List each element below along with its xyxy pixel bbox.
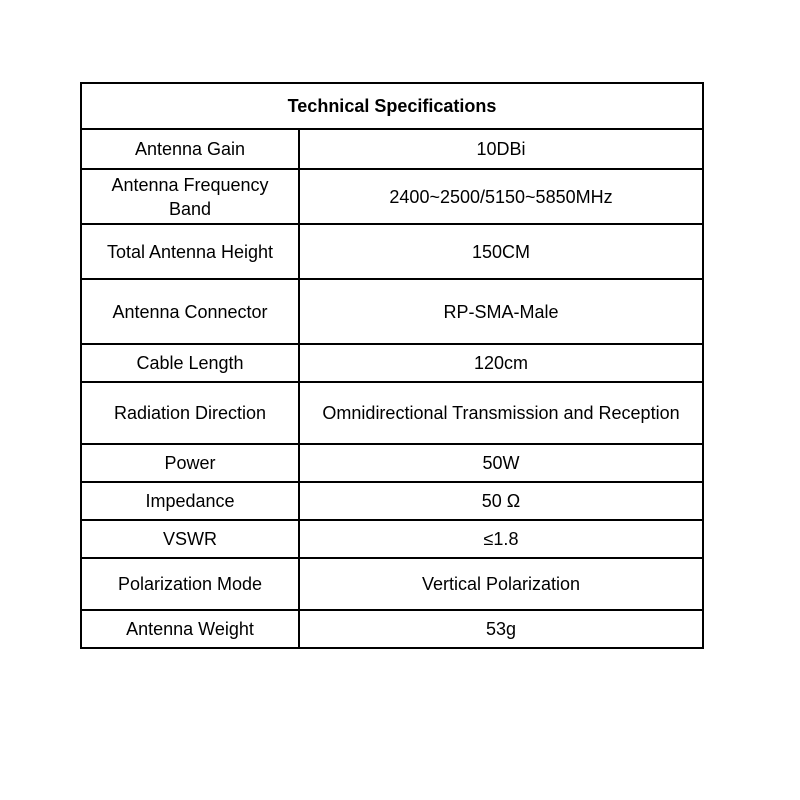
row-value: ≤1.8: [299, 520, 703, 558]
row-value: Vertical Polarization: [299, 558, 703, 610]
row-label: Antenna Connector: [81, 279, 299, 344]
table-header-row: [81, 83, 703, 129]
table-title: Technical Specifications: [81, 83, 703, 129]
row-value: 10DBi: [299, 129, 703, 169]
row-label: Cable Length: [81, 344, 299, 382]
table-row: [81, 610, 703, 648]
table-row: [81, 169, 703, 224]
row-value: 2400~2500/5150~5850MHz: [299, 169, 703, 224]
row-value: 50W: [299, 444, 703, 482]
table-row: [81, 558, 703, 610]
table-row: [81, 382, 703, 444]
row-label: Power: [81, 444, 299, 482]
spec-table: [80, 82, 704, 649]
row-value: 150CM: [299, 224, 703, 279]
row-value: RP-SMA-Male: [299, 279, 703, 344]
row-value: 120cm: [299, 344, 703, 382]
table-row: [81, 279, 703, 344]
table-row: [81, 482, 703, 520]
table-row: [81, 444, 703, 482]
row-value: 53g: [299, 610, 703, 648]
table-row: [81, 344, 703, 382]
row-label: Polarization Mode: [81, 558, 299, 610]
table-row: [81, 224, 703, 279]
row-label: VSWR: [81, 520, 299, 558]
row-label: Total Antenna Height: [81, 224, 299, 279]
row-label: Radiation Direction: [81, 382, 299, 444]
row-label: Antenna Gain: [81, 129, 299, 169]
row-value: 50 Ω: [299, 482, 703, 520]
row-label: Antenna Weight: [81, 610, 299, 648]
table-row: [81, 129, 703, 169]
row-label: Antenna Frequency Band: [81, 169, 299, 224]
row-value: Omnidirectional Transmission and Reception: [299, 382, 703, 444]
table-row: [81, 520, 703, 558]
row-label: Impedance: [81, 482, 299, 520]
